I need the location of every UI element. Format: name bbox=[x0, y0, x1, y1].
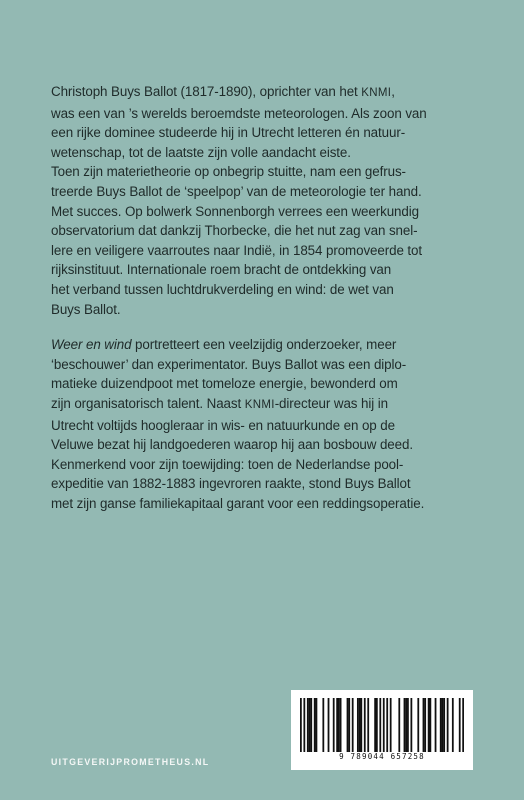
barcode-bar bbox=[338, 698, 340, 752]
text-span: zijn organisatorisch talent. Naast bbox=[51, 395, 245, 411]
blurb-paragraph-3 bbox=[51, 335, 481, 513]
barcode-bar bbox=[386, 698, 388, 752]
barcode-bar bbox=[314, 698, 316, 752]
barcode-bar bbox=[407, 698, 409, 752]
blurb-line: expeditie van 1882-1883 ingevroren raakte, stond Buys Ballot bbox=[51, 476, 411, 492]
blurb-line: Met succes. Op bolwerk Sonnenborgh verrees een weerkundig bbox=[51, 203, 419, 219]
book-title-italic: Weer en wind bbox=[51, 337, 132, 353]
blurb-line: een rijke dominee studeerde hij in Utrecht letteren én natuur- bbox=[51, 125, 406, 141]
blurb-paragraph-1 bbox=[51, 82, 481, 162]
blurb-line: matieke duizendpoot met tomeloze energie, bewonderd om bbox=[51, 376, 398, 392]
barcode-bar bbox=[310, 698, 312, 752]
barcode-bar bbox=[404, 698, 406, 752]
barcode-bar bbox=[374, 698, 376, 752]
barcode-bar bbox=[440, 698, 442, 752]
barcode-bar bbox=[336, 698, 338, 752]
blurb-line: Buys Ballot. bbox=[51, 301, 121, 317]
isbn-number: 9 789044 657258 bbox=[339, 752, 425, 761]
barcode-bar bbox=[307, 698, 309, 752]
text-span: -directeur was hij in bbox=[274, 395, 388, 411]
blurb-line: ‘beschouwer’ dan experimentator. Buys Ballot was een diplo- bbox=[51, 356, 407, 372]
blurb-line: Kenmerkend voor zijn toewijding: toen de Nederlandse pool- bbox=[51, 456, 404, 472]
blurb-line bbox=[51, 335, 481, 355]
blurb-line: met zijn ganse familiekapitaal garant voor een reddingsoperatie. bbox=[51, 495, 425, 511]
text-span: , bbox=[391, 84, 395, 99]
blurb-line: observatorium dat dankzij Thorbecke, die het nut zag van snel- bbox=[51, 223, 418, 239]
knmi-acronym: KNMI bbox=[244, 398, 275, 411]
blurb-line: rijksinstituut. Internationale roem bracht de ontdekking van bbox=[51, 262, 392, 278]
barcode-bar bbox=[447, 698, 449, 752]
barcode-bar bbox=[428, 698, 430, 752]
barcode-bar bbox=[379, 698, 381, 752]
blurb-line bbox=[51, 394, 481, 416]
publisher-url[interactable]: UITGEVERIJPROMETHEUS.NL bbox=[51, 757, 210, 767]
barcode-bar bbox=[328, 698, 330, 752]
blurb-line: het verband tussen luchtdrukverdeling en wind: de wet van bbox=[51, 281, 394, 297]
barcode-bar bbox=[376, 698, 378, 752]
blurb-line: Utrecht voltijds hoogleraar in wis- en natuurkunde en op de bbox=[51, 417, 395, 433]
barcode-bar bbox=[405, 698, 407, 752]
barcode-bar bbox=[443, 698, 445, 752]
blurb-line: wetenschap, tot de laatste zijn volle aandacht eiste. bbox=[51, 144, 351, 160]
barcode-bar bbox=[410, 698, 412, 752]
blurb-line: Veluwe bezat hij landgoederen waarop hij aan bosbouw deed. bbox=[51, 437, 413, 453]
barcode-bar bbox=[459, 698, 461, 752]
barcode-bar bbox=[383, 698, 385, 752]
back-cover-blurb bbox=[51, 82, 481, 513]
barcode-bar bbox=[347, 698, 349, 752]
barcode-bar bbox=[429, 698, 431, 752]
barcode-bar bbox=[303, 698, 305, 752]
barcode-bar bbox=[359, 698, 361, 752]
barcode-bar bbox=[398, 698, 400, 752]
barcode-bar bbox=[417, 698, 419, 752]
barcode-bar bbox=[333, 698, 335, 752]
barcode-bar bbox=[462, 698, 464, 752]
barcode-bar bbox=[348, 698, 350, 752]
blurb-line: lere en veiligere vaarroutes naar Indië, in 1854 promoveerde tot bbox=[51, 242, 422, 258]
barcode-bar bbox=[360, 698, 362, 752]
barcode-bar bbox=[300, 698, 302, 752]
text-span: portretteert een veelzijdig onderzoeker, meer bbox=[131, 337, 397, 353]
barcode-bar bbox=[357, 698, 359, 752]
barcode-bar bbox=[352, 698, 354, 752]
barcode-bar bbox=[435, 698, 437, 752]
text-span: Christoph Buys Ballot (1817-1890), oprichter van het bbox=[51, 84, 362, 99]
knmi-acronym: KNMI bbox=[361, 87, 392, 99]
blurb-line: Toen zijn materietheorie op onbegrip stuitte, nam een gefrus- bbox=[51, 164, 406, 180]
blurb-line bbox=[51, 82, 481, 104]
barcode-bar bbox=[390, 698, 392, 752]
blurb-line: treerde Buys Ballot de ‘speelpop’ van de meteorologie ter hand. bbox=[51, 183, 422, 199]
barcode-bar bbox=[367, 698, 369, 752]
barcode-bars bbox=[300, 698, 464, 752]
barcode-bar bbox=[364, 698, 366, 752]
barcode-bar bbox=[309, 698, 311, 752]
isbn-barcode bbox=[291, 690, 473, 770]
barcode-bar bbox=[322, 698, 324, 752]
barcode-bar bbox=[423, 698, 425, 752]
barcode-bar bbox=[316, 698, 318, 752]
blurb-line: was een van ’s werelds beroemdste meteorologen. Als zoon van bbox=[51, 105, 427, 121]
barcode-bar bbox=[424, 698, 426, 752]
blurb-paragraph-2 bbox=[51, 162, 481, 319]
barcode-bar bbox=[340, 698, 342, 752]
barcode-bar bbox=[442, 698, 444, 752]
barcode-bar bbox=[452, 698, 454, 752]
